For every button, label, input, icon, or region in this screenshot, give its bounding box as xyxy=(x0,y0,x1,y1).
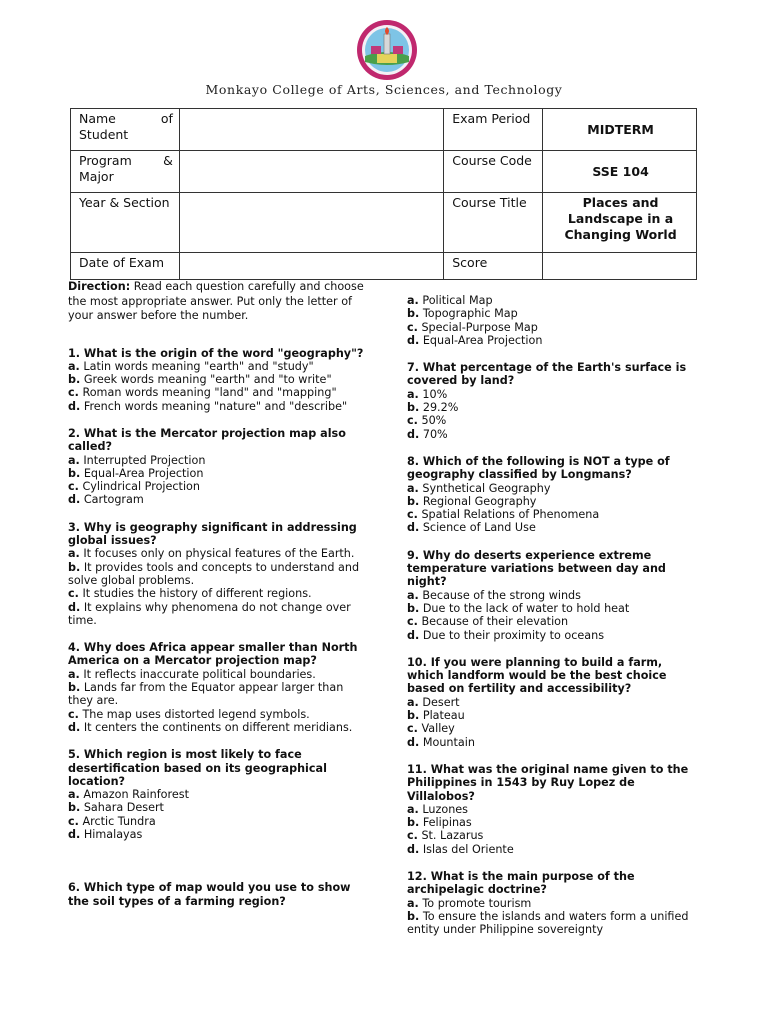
question-text: 8. Which of the following is NOT a type of geography classified by Longmans? xyxy=(407,454,670,482)
option-b: b. Topographic Map xyxy=(407,307,518,321)
option-b: b. Sahara Desert xyxy=(68,801,164,815)
right-column xyxy=(407,294,697,950)
option-d: d. 70% xyxy=(407,427,448,441)
option-d: d. Science of Land Use xyxy=(407,521,536,535)
option-b: b. To ensure the islands and waters form a unified entity under Philippine sovereignty xyxy=(407,909,689,937)
option-d: d. Islas del Oriente xyxy=(407,842,514,856)
course-code-value: SSE 104 xyxy=(543,151,697,193)
score-field[interactable] xyxy=(543,253,697,280)
option-d: d. Himalayas xyxy=(68,828,143,841)
option-c: c. Arctic Tundra xyxy=(68,814,156,828)
option-b: b. Lands far from the Equator appear larger than they are. xyxy=(68,681,344,708)
option-d: d. French words meaning "nature" and "describe" xyxy=(68,399,348,413)
question-text: 7. What percentage of the Earth's surface is covered by land? xyxy=(407,361,687,388)
course-code-label: Course Code xyxy=(444,151,543,193)
question-8 xyxy=(407,455,697,535)
question-5 xyxy=(68,748,366,841)
course-title-value: Places and Landscape in a Changing World xyxy=(543,193,697,253)
question-2 xyxy=(68,427,366,507)
option-b: b. Due to the lack of water to hold heat xyxy=(407,601,630,615)
question-text: 9. Why do deserts experience extreme temperature variations between day and night? xyxy=(407,548,666,589)
question-4 xyxy=(68,641,366,734)
option-c: c. Special-Purpose Map xyxy=(407,320,538,334)
college-name: Monkayo College of Arts, Sciences, and Technology xyxy=(205,82,563,97)
option-c: c. Because of their elevation xyxy=(407,615,569,629)
name-of-student-label: Name of Student xyxy=(71,109,180,151)
question-1 xyxy=(68,347,366,413)
exam-period-value: MIDTERM xyxy=(543,109,697,151)
option-a: a. Synthetical Geography xyxy=(407,481,551,495)
question-text: 4. Why does Africa appear smaller than North America on a Mercator projection map? xyxy=(68,641,358,668)
option-b: b. Regional Geography xyxy=(407,494,537,508)
program-major-label: Program & Major xyxy=(71,151,180,193)
option-b: b. 29.2% xyxy=(407,401,459,415)
option-b: b. It provides tools and concepts to understand and solve global problems. xyxy=(68,560,360,587)
option-d: d. Mountain xyxy=(407,735,475,749)
option-c: c. It studies the history of different regions. xyxy=(68,587,312,601)
year-section-field[interactable] xyxy=(179,193,443,253)
course-title-label: Course Title xyxy=(444,193,543,253)
direction-text: Read each question carefully and choose the most appropriate answer. Put only the letter of your answer before the number. xyxy=(68,280,364,322)
option-c: c. 50% xyxy=(407,414,447,428)
option-a: a. Luzones xyxy=(407,802,469,816)
date-of-exam-field[interactable] xyxy=(179,253,443,280)
option-a: a. To promote tourism xyxy=(407,896,532,910)
question-text: 10. If you were planning to build a farm, which landform would be the best choice based on fertility and accessibility? xyxy=(407,655,667,696)
student-info-table xyxy=(70,108,697,280)
question-12 xyxy=(407,870,697,936)
name-of-student-field[interactable] xyxy=(179,109,443,151)
question-11 xyxy=(407,763,697,856)
option-c: c. St. Lazarus xyxy=(407,829,484,843)
question-text: 12. What is the main purpose of the archipelagic doctrine? xyxy=(407,869,635,897)
exam-period-label: Exam Period xyxy=(444,109,543,151)
option-a: a. Political Map xyxy=(407,294,493,307)
question-text: 1. What is the origin of the word "geography"? xyxy=(68,346,364,360)
option-a: a. It focuses only on physical features of the Earth. xyxy=(68,547,355,561)
question-9 xyxy=(407,549,697,642)
score-label: Score xyxy=(444,253,543,280)
option-c: c. Valley xyxy=(407,722,455,736)
option-a: a. Latin words meaning "earth" and "study" xyxy=(68,359,314,373)
question-text: 3. Why is geography significant in addressing global issues? xyxy=(68,520,357,548)
question-text: 6. Which type of map would you use to show the soil types of a farming region? xyxy=(68,881,351,908)
option-b: b. Felipinas xyxy=(407,816,472,830)
program-major-field[interactable] xyxy=(179,151,443,193)
question-10 xyxy=(407,656,697,749)
question-text: 2. What is the Mercator projection map also called? xyxy=(68,426,346,454)
option-a: a. Desert xyxy=(407,695,460,709)
option-b: b. Plateau xyxy=(407,709,465,723)
option-c: c. Spatial Relations of Phenomena xyxy=(407,508,600,522)
option-d: d. It centers the continents on different meridians. xyxy=(68,720,353,734)
option-a: a. Interrupted Projection xyxy=(68,453,206,467)
option-a: a. Amazon Rainforest xyxy=(68,788,189,802)
option-b: b. Greek words meaning "earth" and "to write" xyxy=(68,373,332,387)
direction-label: Direction: xyxy=(68,280,131,293)
option-c: c. Cylindrical Projection xyxy=(68,480,200,494)
question-7 xyxy=(407,361,697,441)
date-of-exam-label: Date of Exam xyxy=(71,253,180,280)
option-a: a. It reflects inaccurate political boundaries. xyxy=(68,667,316,681)
option-d: d. Cartogram xyxy=(68,493,144,507)
question-6-options xyxy=(407,294,697,347)
option-c: c. The map uses distorted legend symbols. xyxy=(68,707,310,721)
direction-paragraph xyxy=(68,280,366,324)
question-6 xyxy=(68,881,366,908)
college-seal-logo xyxy=(355,18,419,82)
question-text: 11. What was the original name given to the Philippines in 1543 by Ruy Lopez de Villalobos? xyxy=(407,762,689,803)
option-d: d. It explains why phenomena do not change over time. xyxy=(68,600,351,627)
option-a: a. 10% xyxy=(407,387,448,401)
option-d: d. Equal-Area Projection xyxy=(407,333,543,347)
option-c: c. Roman words meaning "land" and "mapping" xyxy=(68,386,337,400)
option-b: b. Equal-Area Projection xyxy=(68,466,204,480)
year-section-label: Year & Section xyxy=(71,193,180,253)
question-3 xyxy=(68,521,366,627)
question-text: 5. Which region is most likely to face desertification based on its geographical location? xyxy=(68,748,327,788)
left-column xyxy=(68,280,366,922)
option-d: d. Due to their proximity to oceans xyxy=(407,628,605,642)
option-a: a. Because of the strong winds xyxy=(407,588,581,602)
